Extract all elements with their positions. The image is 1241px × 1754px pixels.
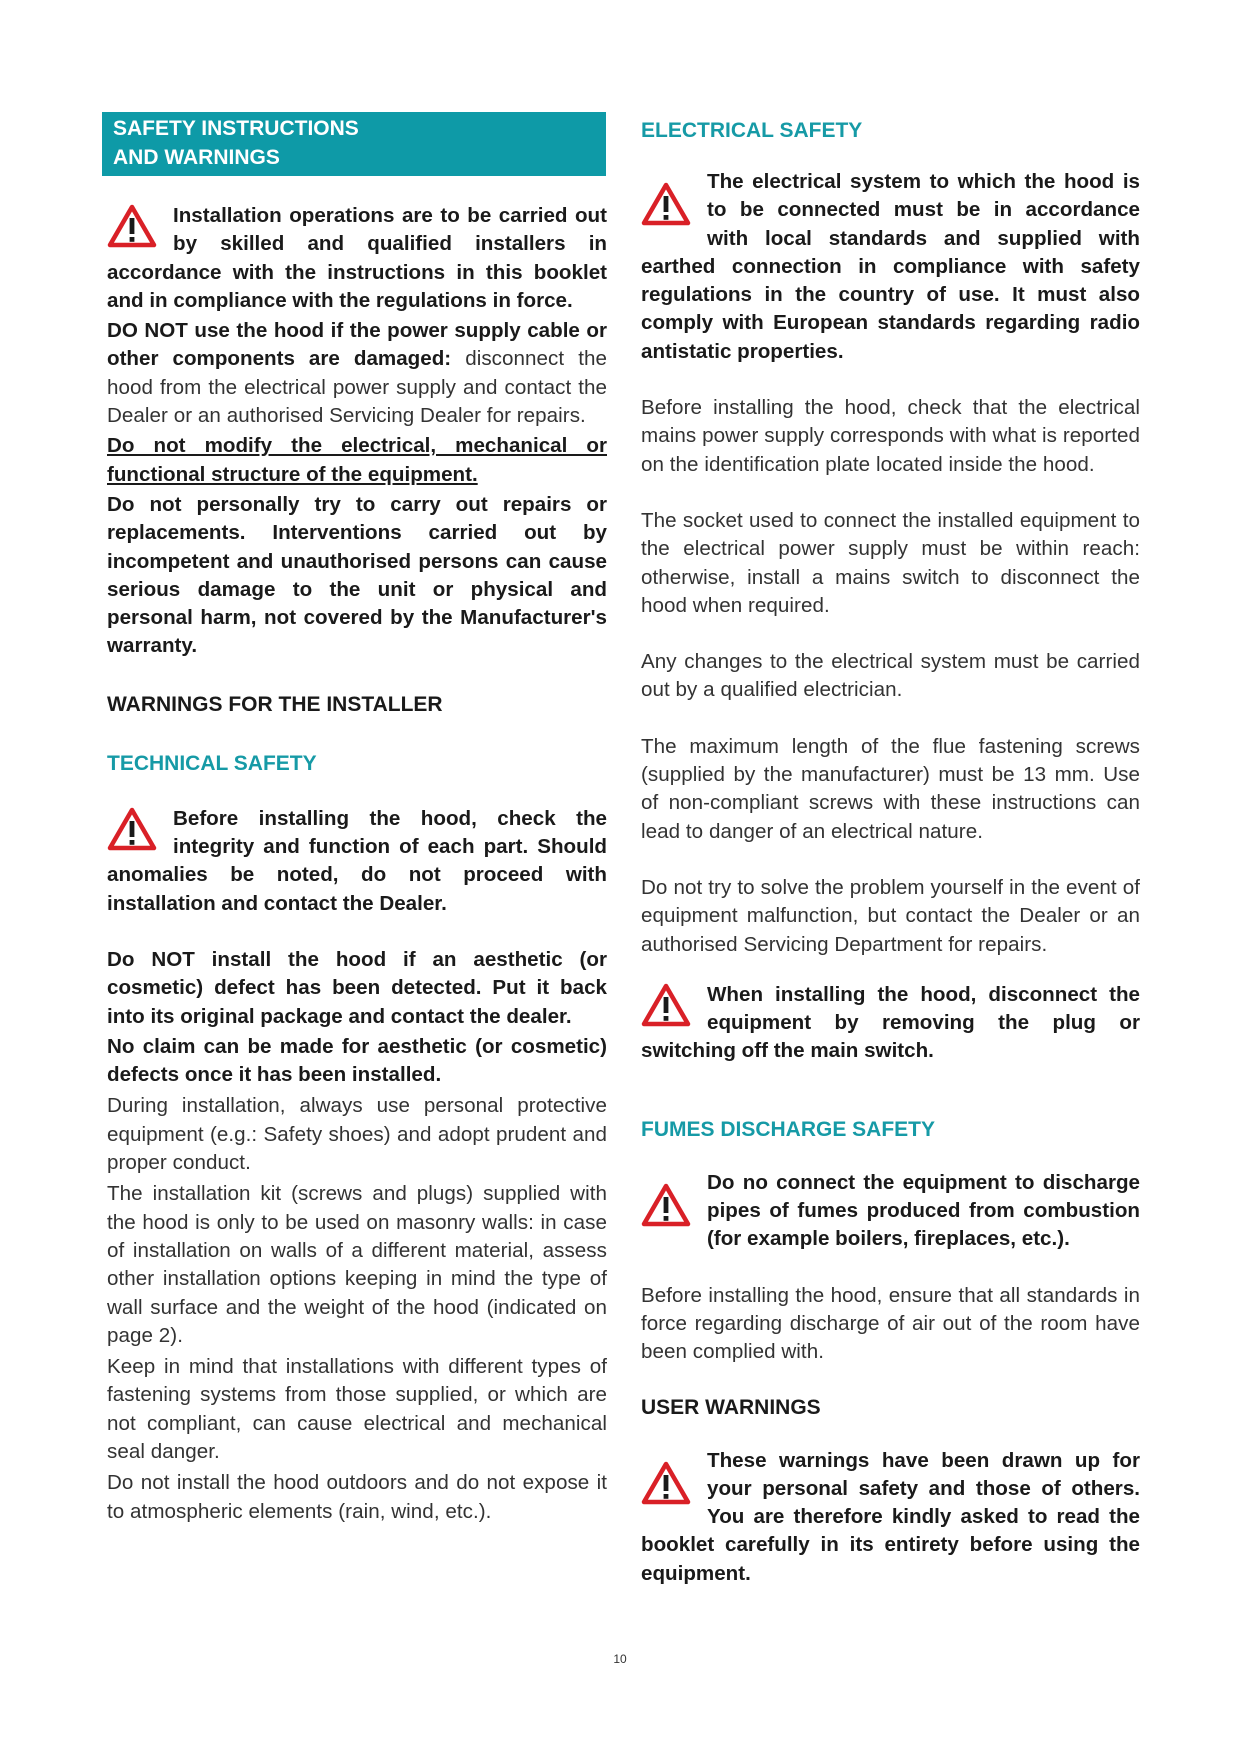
banner-line-2: AND WARNINGS <box>113 146 280 169</box>
warning-triangle-icon <box>107 807 157 851</box>
technical-safety-heading: TECHNICAL SAFETY <box>107 751 317 775</box>
warning-triangle-icon <box>641 1183 691 1227</box>
integrity-warning: Before installing the hood, check the integrity and function of each part. Should anomalies be noted, do not proceed with installation and contact the Dealer. <box>107 806 607 915</box>
electrical-system-warning: The electrical system to which the hood is to be connected must be in accordance with local standards and supplied with earthed connection in compliance with safety regulations in the country of use. It must also comply with European standards regarding radio antistatic properties. <box>641 170 1140 363</box>
air-discharge-paragraph: Before installing the hood, ensure that all standards in force regarding discharge of air out of the room have been complied with. <box>641 1283 1140 1364</box>
electrical-changes-paragraph: Any changes to the electrical system must be carried out by a qualified electrician. <box>641 650 1140 702</box>
mains-supply-paragraph: Before installing the hood, check that the electrical mains power supply corresponds with what is reported on the identification plate located inside the hood. <box>641 396 1140 476</box>
flue-screws-paragraph: The maximum length of the flue fastening screws (supplied by the manufacturer) must be 13 mm. Use of non-compliant screws with these instructions can lead to danger of an electrical nature. <box>641 734 1140 843</box>
warning-triangle-icon <box>641 182 691 226</box>
page-number: 10 <box>613 1652 627 1666</box>
power-cable-warning-bold: DO NOT use the hood if the power supply cable or other components are damaged: <box>107 319 607 371</box>
ppe-paragraph: During installation, always use personal protective equipment (e.g.: Safety shoes) and adopt prudent and proper conduct. <box>107 1094 607 1175</box>
installer-warnings-heading: WARNINGS FOR THE INSTALLER <box>107 692 443 716</box>
banner-line-1: SAFETY INSTRUCTIONS <box>113 117 359 140</box>
aesthetic-defect-notice: Do NOT install the hood if an aesthetic (or cosmetic) defect has been detected. Put it back into its original package and contact the dealer. <box>107 947 607 1028</box>
electrical-safety-heading: ELECTRICAL SAFETY <box>641 119 863 142</box>
no-modify-notice: Do not modify the electrical, mechanical or functional structure of the equipment. <box>107 434 607 486</box>
section-banner <box>102 112 606 176</box>
warning-triangle-icon <box>641 1461 691 1505</box>
right-column <box>641 112 1140 1588</box>
no-claim-notice: No claim can be made for aesthetic (or cosmetic) defects once it has been installed. <box>107 1034 607 1087</box>
disconnect-warning: When installing the hood, disconnect the equipment by removing the plug or switching off the main switch. <box>641 982 1140 1063</box>
left-column <box>107 112 607 1526</box>
warning-triangle-icon <box>107 204 157 248</box>
installation-warning: Installation operations are to be carried out by skilled and qualified installers in accordance with the instructions in this booklet and in compliance with the regulations in force. <box>107 204 607 312</box>
power-cable-warning <box>107 317 607 430</box>
repairs-notice: Do not personally try to carry out repairs or replacements. Interventions carried out by incompetent and unauthorised persons can cause serious damage to the unit or physical and personal harm, not covered by the Manufacturer's warranty. <box>107 492 607 658</box>
fumes-discharge-heading: FUMES DISCHARGE SAFETY <box>641 1117 936 1141</box>
socket-paragraph: The socket used to connect the installed equipment to the electrical power supply must be within reach: otherwise, install a mains switch to disconnect the hood when required. <box>641 508 1140 617</box>
warning-triangle-icon <box>641 983 691 1027</box>
user-warnings-notice: These warnings have been drawn up for your personal safety and those of others. You are therefore kindly asked to read the booklet carefully in its entirety before using the equipment. <box>641 1448 1140 1585</box>
fastening-paragraph: Keep in mind that installations with different types of fastening systems from those supplied, or which are not compliant, can cause electrical and mechanical seal danger. <box>107 1355 607 1463</box>
installation-kit-paragraph: The installation kit (screws and plugs) supplied with the hood is only to be used on masonry walls: in case of installation on walls of a different material, assess other installation options keeping in mind the type of wall surface and the weight of the hood (indicated on page 2). <box>107 1182 607 1347</box>
user-warnings-heading: USER WARNINGS <box>641 1395 821 1419</box>
power-cable-warning-text: disconnect the hood from the electrical power supply and contact the Dealer or an authorised Servicing Dealer for repairs. <box>107 347 607 428</box>
outdoors-paragraph: Do not install the hood outdoors and do not expose it to atmospheric elements (rain, wind, etc.). <box>107 1471 607 1523</box>
fumes-warning: Do no connect the equipment to discharge pipes of fumes produced from combustion (for example boilers, fireplaces, etc.). <box>707 1170 1140 1251</box>
malfunction-paragraph: Do not try to solve the problem yourself in the event of equipment malfunction, but contact the Dealer or an authorised Servicing Department for repairs. <box>641 875 1140 956</box>
